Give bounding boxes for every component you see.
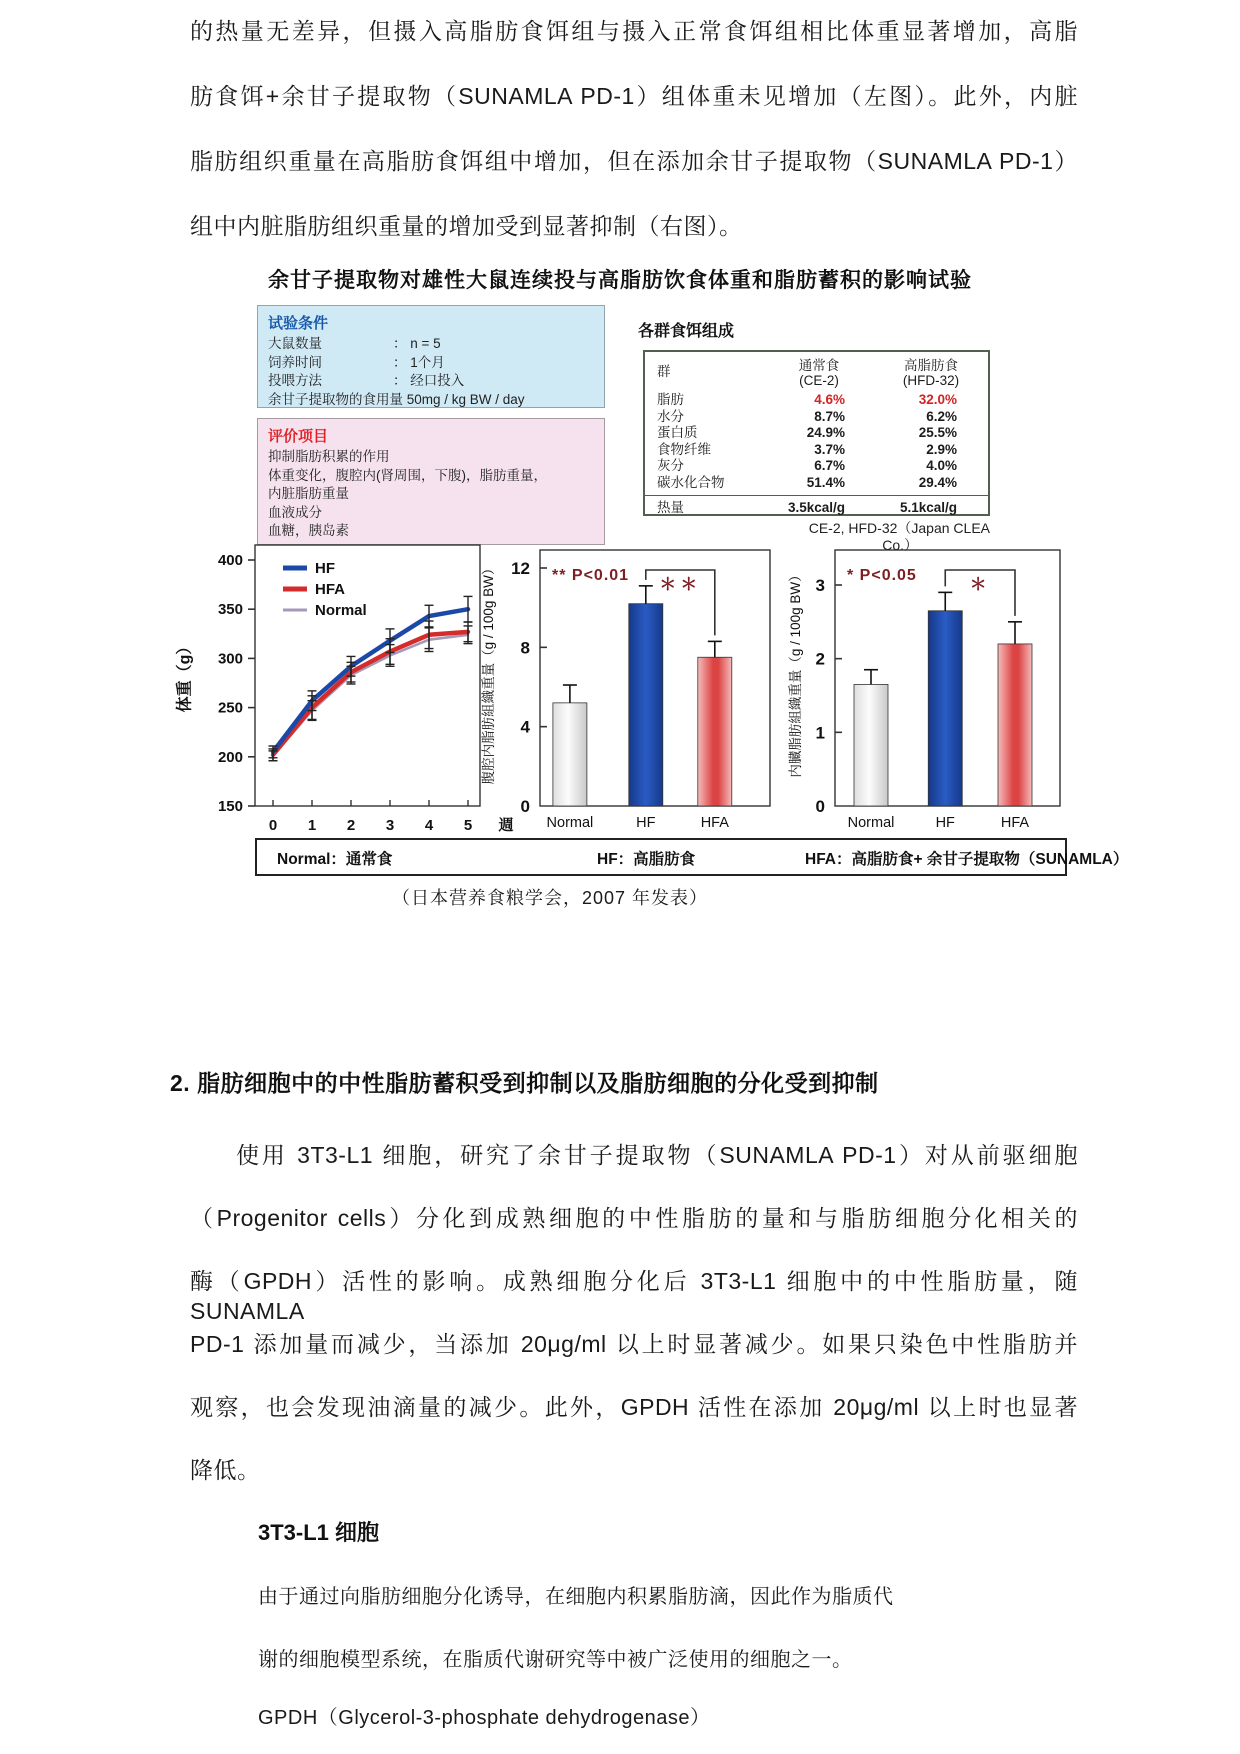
condition-label: 投喂方法 — [268, 373, 322, 388]
svg-text:** P<0.01: ** P<0.01 — [552, 567, 630, 584]
evaluation-header: 评价项目 — [268, 428, 329, 445]
svg-text:8: 8 — [520, 638, 530, 658]
diet-table-title: 各群食饵组成 — [638, 323, 735, 340]
section-2-line: 酶（GPDH）活性的影响。成熟细胞分化后 3T3-L1 细胞中的中性脂肪量，随 SUNAMLA — [190, 1268, 1078, 1324]
legend-hfa: HFA：高脂肪食+ 余甘子提取物（SUNAMLA） — [805, 851, 1129, 868]
svg-text:250: 250 — [217, 699, 243, 717]
source-note-line: CE-2, HFD-32（Japan CLEA — [808, 520, 990, 536]
condition-row — [268, 354, 594, 373]
svg-text:週: 週 — [498, 817, 514, 834]
cell-note-line: 由于通过向脂肪细胞分化诱导，在细胞内积累脂肪滴，因此作为脂质代 — [258, 1586, 894, 1608]
svg-text:0: 0 — [815, 797, 825, 816]
line-chart-y-axis-label: 体重（g） — [176, 638, 194, 713]
column-header: 高脂肪食 (HFD-32) — [902, 358, 960, 388]
visceral-fat-bar-chart — [780, 535, 1115, 865]
figure-citation: （日本营养食粮学会，2007 年发表） — [391, 888, 709, 908]
table-row: 水分 8.7% 6.2% — [657, 408, 957, 424]
diet-composition-table — [643, 350, 990, 516]
svg-text:HFA: HFA — [700, 815, 729, 831]
svg-text:2: 2 — [346, 817, 356, 834]
test-conditions-box — [257, 305, 605, 408]
svg-text:3: 3 — [385, 817, 395, 834]
svg-text:＊＊: ＊＊ — [659, 575, 702, 594]
svg-text:HF: HF — [935, 815, 955, 831]
svg-text:400: 400 — [217, 552, 243, 569]
abdominal-fat-bar-chart — [440, 535, 785, 865]
gpdh-note-line: GPDH（Glycerol-3-phosphate dehydrogenase） — [258, 1707, 711, 1729]
evaluation-line: 抑制脂肪积累的作用 — [268, 449, 390, 464]
svg-text:HF: HF — [315, 560, 335, 577]
svg-text:150: 150 — [217, 798, 243, 815]
condition-label: 饲养时间 — [268, 354, 322, 370]
legend-hf: HF：高脂肪食 — [597, 851, 696, 868]
svg-text:2: 2 — [815, 649, 825, 669]
condition-value: ： 经口投入 — [393, 373, 465, 388]
svg-text:5: 5 — [463, 817, 473, 834]
svg-text:1: 1 — [815, 723, 825, 743]
table-row: 食物纤维 3.7% 2.9% — [657, 441, 957, 457]
dose-line: 余甘子提取物的食用量 50mg / kg BW / day — [268, 391, 525, 407]
evaluation-line: 内脏脂肪重量 — [268, 486, 349, 501]
svg-text:300: 300 — [217, 650, 243, 668]
svg-text:200: 200 — [217, 748, 243, 766]
table-row: 脂肪 4.6% 32.0% — [657, 392, 957, 407]
evaluation-line: 体重变化，腹腔内(肾周围，下腹)，脂肪重量， — [268, 467, 547, 483]
visceral-chart-y-axis-label: 内臓脂肪組織重量（g / 100g BW） — [788, 568, 803, 778]
visceral-chart-plot — [780, 535, 1115, 865]
condition-value: ： n = 5 — [393, 336, 441, 351]
column-header: 群 — [657, 364, 671, 379]
evaluation-line: 血糖，胰岛素 — [268, 523, 349, 538]
table-row: 碳水化合物 51.4% 29.4% — [657, 474, 957, 490]
evaluation-line: 血液成分 — [268, 504, 322, 520]
table-row: 蛋白质 24.9% 25.5% — [657, 425, 957, 440]
legend-normal: Normal：通常食 — [277, 851, 393, 868]
column-header: 通常食 (CE-2) — [798, 358, 840, 388]
intro-line: 脂肪组织重量在高脂肪食饵组中增加，但在添加余甘子提取物（SUNAMLA PD-1） — [190, 148, 1078, 174]
table-row: 热量 3.5kcal/g 5.1kcal/g — [645, 495, 988, 517]
cell-subheading: 3T3-L1 细胞 — [258, 1520, 380, 1545]
svg-text:3: 3 — [815, 576, 825, 595]
source-note-line: Co.） — [882, 537, 918, 553]
svg-text:0: 0 — [268, 817, 278, 834]
cell-note-line: 谢的细胞模型系统，在脂质代谢研究等中被广泛使用的细胞之一。 — [258, 1649, 853, 1671]
abdominal-chart-y-axis-label: 腹腔内脂肪組織重量（g / 100g BW） — [481, 561, 496, 785]
condition-label: 大鼠数量 — [268, 336, 322, 351]
section-2-line: 使用 3T3-L1 细胞，研究了余甘子提取物（SUNAMLA PD-1）对从前驱细胞 — [236, 1142, 1078, 1168]
svg-text:＊: ＊ — [969, 575, 991, 594]
intro-line: 的热量无差异，但摄入高脂肪食饵组与摄入正常食饵组相比体重显著增加，高脂 — [190, 18, 1078, 44]
table-row: 灰分 6.7% 4.0% — [657, 458, 957, 473]
svg-text:350: 350 — [217, 601, 243, 619]
svg-text:Normal: Normal — [315, 602, 367, 619]
section-2-line: PD-1 添加量而减少，当添加 20μg/ml 以上时显著减少。如果只染色中性脂肪并 — [190, 1331, 1078, 1357]
figure-title: 余甘子提取物对雄性大鼠连续投与高脂肪饮食体重和脂肪蓄积的影响试验 — [268, 269, 972, 292]
test-conditions-header: 试验条件 — [268, 315, 329, 332]
section-2-line: 降低。 — [190, 1457, 261, 1483]
svg-text:4: 4 — [424, 817, 434, 834]
group-legend-box — [255, 838, 1129, 876]
condition-row — [268, 335, 594, 354]
section-2-line: （Progenitor cells）分化到成熟细胞的中性脂肪的量和与脂肪细胞分化相关的 — [190, 1205, 1078, 1231]
diet-table-body — [645, 392, 988, 517]
condition-value: ： 1个月 — [393, 354, 445, 370]
svg-text:1: 1 — [307, 817, 317, 834]
intro-line: 肪食饵+余甘子提取物（SUNAMLA PD-1）组体重未见增加（左图）。此外，内脏 — [190, 83, 1078, 109]
section-2-line: 观察，也会发现油滴量的减少。此外，GPDH 活性在添加 20μg/ml 以上时也显著 — [190, 1394, 1078, 1420]
svg-text:12: 12 — [511, 559, 530, 578]
svg-text:HFA: HFA — [1000, 815, 1030, 831]
svg-text:0: 0 — [520, 797, 530, 816]
svg-text:Normal: Normal — [546, 815, 594, 831]
diet-table-header — [645, 358, 988, 388]
svg-text:HFA: HFA — [315, 581, 345, 598]
svg-text:Normal: Normal — [847, 815, 895, 831]
condition-row — [268, 372, 594, 391]
intro-line: 组中内脏脂肪组织重量的增加受到显著抑制（右图）。 — [190, 213, 743, 239]
svg-text:* P<0.05: * P<0.05 — [847, 567, 917, 584]
evaluation-items-box — [257, 418, 605, 545]
svg-text:4: 4 — [520, 717, 530, 737]
section-2-heading: 2. 脂肪细胞中的中性脂肪蓄积受到抑制以及脂肪细胞的分化受到抑制 — [170, 1070, 879, 1096]
svg-text:HF: HF — [636, 815, 656, 831]
